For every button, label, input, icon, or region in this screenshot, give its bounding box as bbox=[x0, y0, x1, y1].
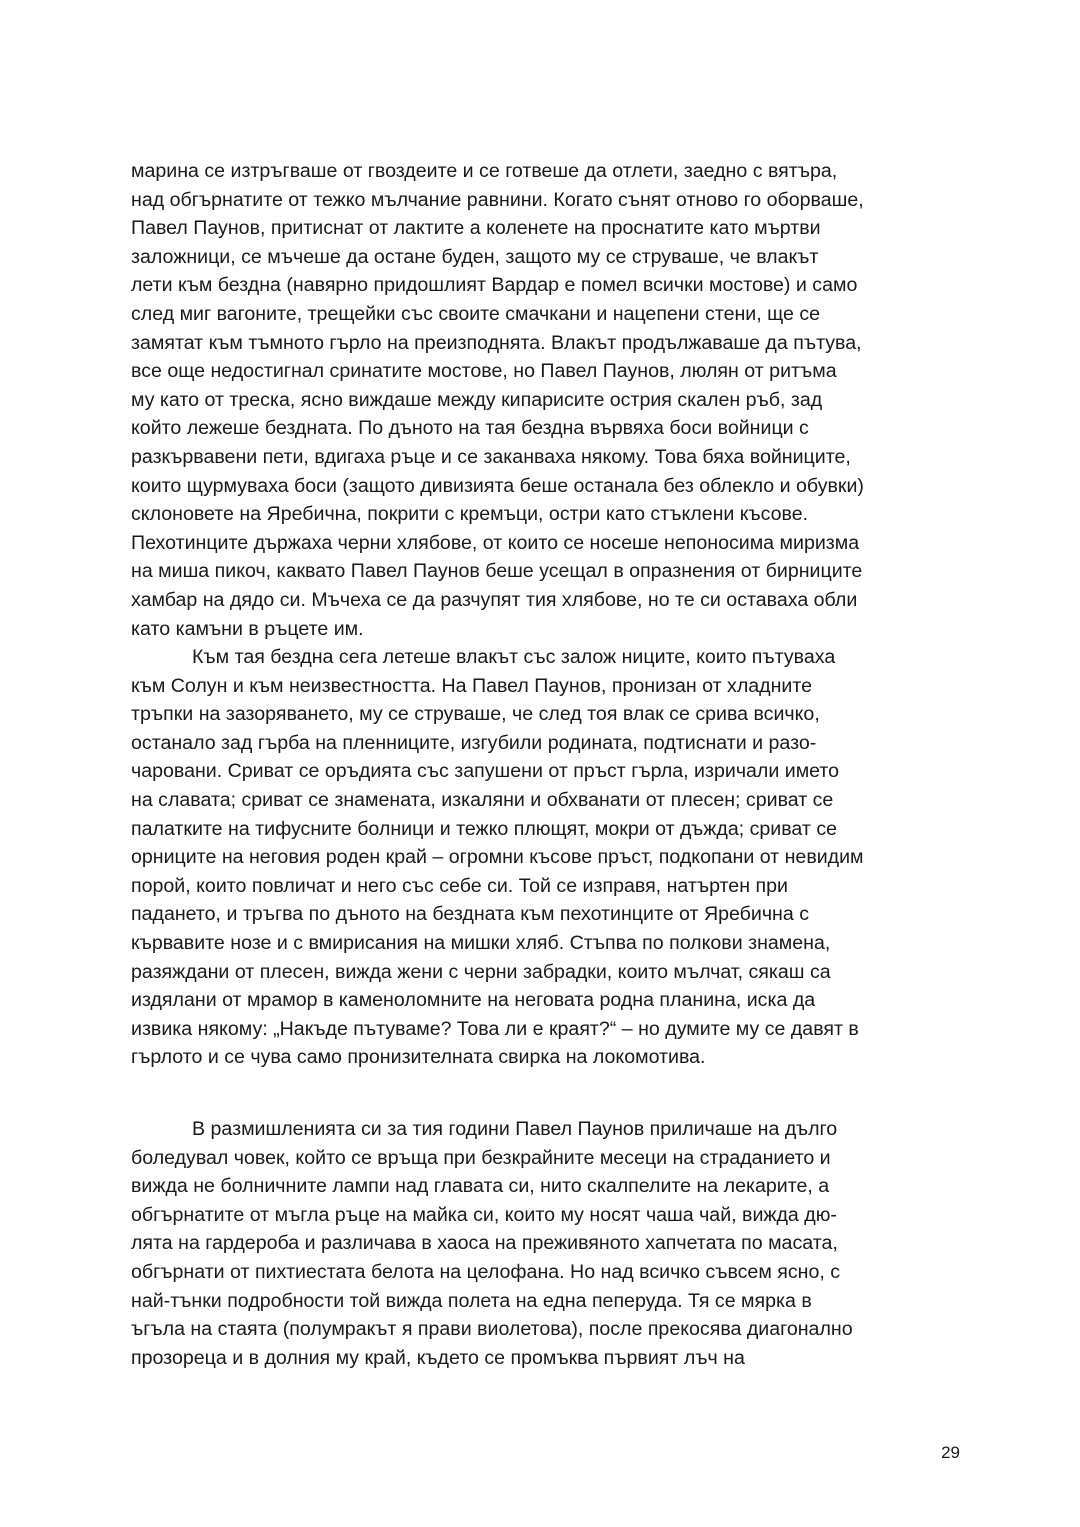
text-line: лети към бездна (навярно придошлият Вардар е помел всички мостове) и само bbox=[131, 274, 858, 297]
text-line: като камъни в ръцете им. bbox=[131, 617, 364, 640]
text-line: падането, и тръгва по дъното на бездната към пехотинците от Яребична с bbox=[131, 903, 810, 926]
text-line: склоновете на Яребична, покрити с кремъци, остри като стъклени късове. bbox=[131, 503, 809, 526]
text-line: орниците на неговия роден край – огромни късове пръст, подкопани от невидим bbox=[131, 846, 864, 869]
text-line: към Солун и към неизвестността. На Павел Паунов, пронизан от хладните bbox=[131, 674, 813, 697]
text-line: Пехотинците държаха черни хлябове, от които се носеше непоносима миризма bbox=[131, 531, 860, 554]
text-line: на славата; сриват се знамената, изкаляни и обхванати от плесен; сриват се bbox=[131, 789, 834, 812]
text-line: обгърнати от пихтиестата белота на целофана. Но над всичко съвсем ясно, с bbox=[131, 1260, 841, 1283]
text-line: боледувал човек, който се връща при безкрайните месеци на страданието и bbox=[131, 1146, 831, 1169]
text-line: кървавите нозе и с вмирисания на мишки хляб. Стъпва по полкови знамена, bbox=[131, 932, 831, 955]
text-line: обгърнатите от мъгла ръце на майка си, които му носят чаша чай, вижда дю- bbox=[131, 1203, 837, 1226]
text-line: Към тая бездна сега летеше влакът със залож ниците, които пътуваха bbox=[192, 646, 836, 669]
text-line: след миг вагоните, трещейки със своите смачкани и нацепени стени, ще се bbox=[131, 302, 821, 325]
text-line: прозореца и в долния му край, където се промъква първият лъч на bbox=[131, 1346, 745, 1369]
text-line: гърлото и се чува само пронизителната свирка на локомотива. bbox=[131, 1046, 706, 1069]
text-line: Павел Паунов, притиснат от лактите а коленете на проснатите като мъртви bbox=[131, 217, 821, 240]
text-section-2 bbox=[131, 1115, 961, 1372]
text-line: ъгъла на стаята (полумракът я прави виолетова), после прекосява диагонално bbox=[131, 1318, 853, 1341]
text-line: издялани от мрамор в каменоломните на неговата родна планина, иска да bbox=[131, 989, 816, 1012]
text-line: лята на гардероба и различава в хаоса на преживяното хапчетата по масата, bbox=[131, 1232, 838, 1255]
page-number: 29 bbox=[941, 1443, 960, 1462]
paragraph bbox=[131, 157, 961, 643]
text-line: извика някому: „Накъде пътуваме? Това ли е краят?“ – но думите му се давят в bbox=[131, 1017, 859, 1040]
text-line: хамбар на дядо си. Мъчеха се да разчупят тия хлябове, но те си оставаха обли bbox=[131, 588, 858, 611]
text-line: разкървавени пети, вдигаха ръце и се заканваха някому. Това бяха войниците, bbox=[131, 445, 851, 468]
text-line: В размишленията си за тия години Павел Паунов приличаше на дълго bbox=[192, 1118, 838, 1140]
text-line: му като от треска, ясно виждаше между кипарисите острия скален ръб, зад bbox=[131, 388, 823, 411]
text-line: все още недостигнал сринатите мостове, но Павел Паунов, люлян от ритъма bbox=[131, 360, 837, 383]
text-line: порой, които повличат и него със себе си. Той се изправя, натъртен при bbox=[131, 874, 788, 897]
text-line: на миша пикоч, каквато Павел Паунов беше усещал в опразнения от бирниците bbox=[131, 560, 863, 583]
text-line: които щурмуваха боси (защото дивизията беше останала без облекло и обувки) bbox=[131, 474, 864, 497]
text-line: марина се изтръгваше от гвоздеите и се готвеше да отлети, заедно с вятъра, bbox=[131, 160, 838, 182]
text-line: палатките на тифусните болници и тежко плющят, мокри от дъжда; сриват се bbox=[131, 817, 838, 840]
text-line: замятат към тъмното гърло на преизподнята. Влакът продължаваше да пътува, bbox=[131, 331, 862, 354]
text-line: тръпки на зазоряването, му се струваше, че след тоя влак се срива всичко, bbox=[131, 703, 820, 726]
paragraph bbox=[131, 1115, 961, 1372]
text-section-1 bbox=[131, 157, 961, 1072]
text-line: най-тънки подробности той вижда полета на една пеперуда. Тя се мярка в bbox=[131, 1289, 812, 1312]
text-line: заложници, се мъчеше да остане буден, защото му се струваше, че влакът bbox=[131, 245, 819, 268]
text-line: чаровани. Сриват се оръдията със запушени от пръст гърла, изричали името bbox=[131, 760, 840, 783]
text-line: разяждани от плесен, вижда жени с черни забрадки, които мълчат, сякаш са bbox=[131, 960, 831, 983]
text-line: над обгърнатите от тежко мълчание равнини. Когато сънят отново го оборваше, bbox=[131, 188, 864, 211]
text-line: вижда не болничните лампи над главата си, нито скалпелите на лекарите, а bbox=[131, 1175, 830, 1198]
paragraph bbox=[131, 643, 961, 1072]
text-line: останало зад гърба на пленниците, изгубили родината, подтиснати и разо- bbox=[131, 731, 817, 754]
text-line: който лежеше бездната. По дъното на тая бездна вървяха боси войници с bbox=[131, 417, 809, 440]
